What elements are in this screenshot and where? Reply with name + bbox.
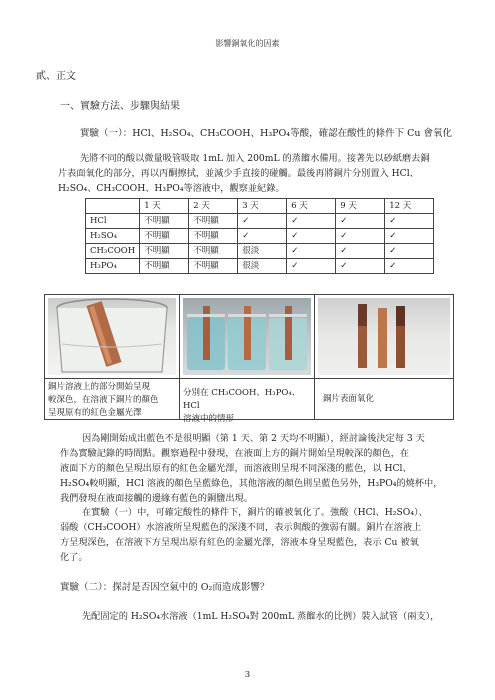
table-cell: ✓ xyxy=(336,214,385,229)
table-cell: H₂SO₄ xyxy=(86,229,140,244)
table-header-cell: 2 天 xyxy=(189,199,238,214)
table-cell: H₃PO₄ xyxy=(86,259,140,274)
table-cell: 不明顯 xyxy=(189,259,238,274)
paragraph-3-line-3: 方呈現深色，在溶液下方呈現出原有紅色的金屬光澤，溶液本身呈現藍色，表示 Cu 被氧 xyxy=(60,537,419,548)
table-cell: ✓ xyxy=(287,229,336,244)
table-row xyxy=(86,259,434,274)
table-cell: 不明顯 xyxy=(140,229,189,244)
table-header-cell xyxy=(86,199,140,214)
paragraph-3-line-1: 在實驗（一）中，可確定酸性的條件下，銅片的確被氧化了。強酸（HCl、H₂SO₄）、 xyxy=(82,507,428,518)
paragraph-3-line-2: 弱酸（CH₃COOH）水溶液所呈現藍色的深淺不同，表示與酸的強弱有關。銅片在溶液上 xyxy=(60,522,422,533)
paragraph-2 xyxy=(60,431,465,506)
copper-strips-illustration xyxy=(318,298,450,375)
table-cell: 很淡 xyxy=(238,244,287,259)
photo-oxidized-strips xyxy=(318,298,450,375)
experiment2-title: 實驗（二）：探討是否因空氣中的 O₂而造成影響？ xyxy=(60,582,270,593)
table-cell: ✓ xyxy=(238,229,287,244)
subsection-title: 一、實驗方法、步驟與結果 xyxy=(60,101,180,112)
paragraph-2-line-5: 我們發現在液面接觸的邊緣有藍色的銅鹽出現。 xyxy=(60,493,253,504)
table-cell: ✓ xyxy=(336,259,385,274)
table-cell: 不明顯 xyxy=(140,244,189,259)
caption-left xyxy=(45,379,179,419)
table-row xyxy=(86,229,434,244)
caption-cell xyxy=(315,379,454,420)
paragraph-3-line-4: 化了。 xyxy=(60,552,88,563)
paragraph-3 xyxy=(60,505,465,565)
table-cell: ✓ xyxy=(336,229,385,244)
caption-middle-line-2: 溶液中的情形 xyxy=(183,414,235,424)
table-cell: ✓ xyxy=(287,214,336,229)
table-row xyxy=(86,214,434,229)
page-number: 3 xyxy=(244,670,251,680)
table-cell: 不明顯 xyxy=(140,259,189,274)
paragraph-1-line-3: H₂SO₄、CH₃COOH、H₃PO₄等溶液中，觀察並紀錄。 xyxy=(58,183,285,194)
photo-cell xyxy=(315,295,454,379)
paragraph-1-line-2: 片表面氧化的部分，再以丙酮擦拭，並減少手直接的碰觸。最後再將銅片分別置入 HCl、 xyxy=(58,168,419,179)
results-table xyxy=(85,198,434,274)
paragraph-2-line-1: 因為剛開始成出藍色不是很明顯（第 1 天、第 2 天均不明顯），經討論後決定每 3 天 xyxy=(82,433,425,444)
caption-left-line-1: 銅片溶液上的部分開始呈現 xyxy=(48,382,151,392)
table-cell: 不明顯 xyxy=(189,244,238,259)
paragraph-2-line-4: H₂SO₄較明顯，HCl 溶液的顏色呈藍綠色，其他溶液的顏色則呈藍色另外，H₃PO₄的燒杯中， xyxy=(60,478,443,489)
table-cell: 不明顯 xyxy=(189,214,238,229)
paragraph-2-line-3: 液面下方的顏色呈現出原有的紅色金屬光澤，而溶液則呈現不同深淺的藍色，以 HCl、 xyxy=(60,463,412,474)
table-header-cell: 6 天 xyxy=(287,199,336,214)
page-header: 影響銅氧化的因素 xyxy=(215,39,280,48)
table-header-cell: 1 天 xyxy=(140,199,189,214)
table-header-cell: 12 天 xyxy=(385,199,434,214)
paragraph-1-line-1: 先將不同的酸以微量吸管吸取 1mL 加入 200mL 的蒸餾水備用。接著先以砂紙磨去銅 xyxy=(80,153,430,164)
table-cell: 很淡 xyxy=(238,259,287,274)
experiment1-title: 實驗（一）：HCl、H₂SO₄、CH₃COOH、H₃PO₄等酸，確認在酸性的條件下 Cu 會氧化 xyxy=(80,128,453,139)
table-cell: 不明顯 xyxy=(189,229,238,244)
photo-beaker-copper-strip xyxy=(48,298,176,375)
table-cell: ✓ xyxy=(287,244,336,259)
table-row xyxy=(86,244,434,259)
caption-cell xyxy=(180,379,315,424)
table-cell: ✓ xyxy=(336,244,385,259)
paragraph-2-line-2: 作為實驗記錄的時間點。觀察過程中發現，在液面上方的銅片開始呈現較深的顏色，在 xyxy=(60,448,410,459)
table-cell: ✓ xyxy=(385,259,434,274)
photo-cell xyxy=(180,295,315,379)
photo-table xyxy=(44,294,454,424)
caption-right: 銅片表面氧化 xyxy=(323,394,375,404)
caption-cell xyxy=(45,379,180,420)
table-cell: ✓ xyxy=(385,229,434,244)
three-beakers-illustration xyxy=(183,298,311,375)
paragraph-4 xyxy=(60,609,465,624)
paragraph-4-line-1: 先配固定的 H₂SO₄水溶液（1mL H₂SO₄對 200mL 蒸餾水的比例）裝入試管（兩支）， xyxy=(82,611,440,622)
table-cell: 不明顯 xyxy=(140,214,189,229)
table-cell: ✓ xyxy=(385,214,434,229)
photo-three-beakers xyxy=(183,298,311,375)
caption-left-line-3: 呈現原有的紅色金屬光澤 xyxy=(48,408,142,418)
photo-cell xyxy=(45,295,180,379)
table-header-cell: 3 天 xyxy=(238,199,287,214)
beaker-illustration xyxy=(48,298,176,375)
table-header-cell: 9 天 xyxy=(336,199,385,214)
table-header-row xyxy=(86,199,434,214)
table-cell: HCl xyxy=(86,214,140,229)
table-cell: ✓ xyxy=(287,259,336,274)
table-cell: ✓ xyxy=(238,214,287,229)
paragraph-1 xyxy=(58,151,460,196)
caption-middle-line-1: 分別在 CH₃COOH、H₃PO₄、HCl xyxy=(183,388,301,411)
table-cell: ✓ xyxy=(385,244,434,259)
caption-left-line-2: 較深色，在溶液下銅片的顏色 xyxy=(48,395,159,405)
section-title: 貳、正文 xyxy=(36,71,76,82)
caption-middle xyxy=(180,379,314,424)
table-cell: CH₃COOH xyxy=(86,244,140,259)
